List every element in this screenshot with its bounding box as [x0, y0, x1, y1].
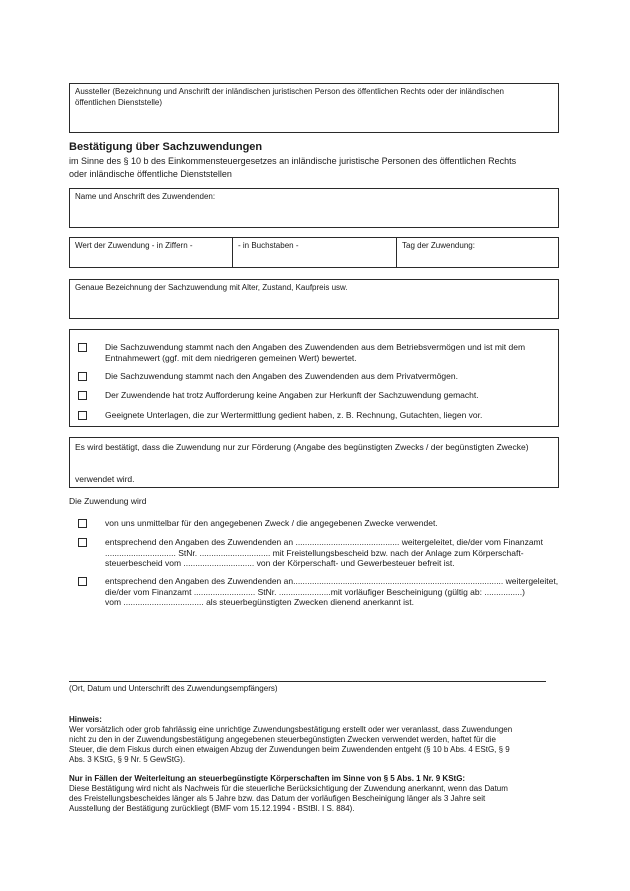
donation-date-field[interactable]: [397, 237, 559, 268]
origin-option-2: [78, 371, 562, 382]
purpose-label: Es wird bestätigt, dass die Zuwendung nur zur Förderung (Angabe des begünstigten Zwecks / der begünstigten Zwecke): [75, 442, 529, 452]
donor-name-label: Name und Anschrift des Zuwendenden:: [75, 192, 216, 201]
form-title: Bestätigung über Sachzuwendungen: [69, 141, 263, 153]
value-row: [69, 237, 559, 268]
usage-option-1-label: von uns unmittelbar für den angegebenen Zweck / die angegebenen Zwecke verwendet.: [105, 518, 438, 528]
forwarding-notice-body: Diese Bestätigung wird nicht als Nachweis für die steuerliche Berücksichtigung der Zuwendung anerkannt, wenn das Datum des Freistellungsbescheides länger als 5 Jahre bzw. das Datum der vorläufigen Bescheinigung länger als 3 Jahre seit Ausstellung der Bestätigung zurückliegt (BMF vom 15.12.1994 - BStBl. I S. 884).: [69, 784, 508, 813]
issuer-label: Aussteller (Bezeichnung und Anschrift der inländischen juristischen Person des öffentlichen Rechts oder der inländischen öffentlichen Dienststelle): [75, 87, 504, 107]
usage-option-3-label: entsprechend den Angaben des Zuwendenden an......................................................................................... weitergeleitet, die/der vom Finanzamt .......................... StNr. ......................mit vorläufiger Bescheinigung (gültig ab: ................) vom .................................. als steuerbegünstigten Zwecken dienend anerkannt ist.: [105, 576, 559, 607]
value-words-label: - in Buchstaben -: [238, 241, 299, 250]
usage-option-1-checkbox[interactable]: [78, 519, 87, 528]
origin-option-1: [78, 342, 562, 363]
usage-option-2-label: entsprechend den Angaben des Zuwendenden an ............................................ weitergeleitet, die/der vom Finanzamt .............................. StNr. .............................. mit Freistellungsbescheid bzw. nach der Anlage zum Körperschaft- steuerbescheid vom .............................. von der Körperschaft- und Gewerbesteuer befreit ist.: [105, 537, 543, 568]
origin-option-1-label: Die Sachzuwendung stammt nach den Angaben des Zuwendenden aus dem Betriebsvermögen und ist mit dem Entnahmewert (ggf. mit dem niedrigeren gemeinen Wert) bewertet.: [105, 342, 526, 363]
origin-option-2-checkbox[interactable]: [78, 372, 87, 381]
description-label: Genaue Bezeichnung der Sachzuwendung mit Alter, Zustand, Kaufpreis usw.: [75, 283, 348, 292]
notice-heading: Hinweis:: [69, 715, 102, 724]
description-field[interactable]: [69, 279, 559, 319]
forwarding-notice-heading: Nur in Fällen der Weiterleitung an steuerbegünstigte Körperschaften im Sinne von § 5 Abs. 1 Nr. 9 KStG:: [69, 774, 466, 783]
usage-option-2-checkbox[interactable]: [78, 538, 87, 547]
signature-caption: (Ort, Datum und Unterschrift des Zuwendungsempfängers): [69, 684, 278, 693]
form-subtitle: im Sinne des § 10 b des Einkommensteuergesetzes an inländische juristische Personen des öffentlichen Rechts oder inländische öffentliche Dienststellen: [69, 156, 517, 179]
notice-body: Wer vorsätzlich oder grob fahrlässig eine unrichtige Zuwendungsbestätigung erstellt oder wer veranlasst, dass Zuwendungen nicht zu den in der Zuwendungsbestätigung angegebenen steuerbegünstigten Zwecken verwendet werden, haftet für die Steuer, die dem Fiskus durch einen etwaigen Abzug der Zuwendungen beim Zuwendenden entgeht (§ 10 b Abs. 4 EStG, § 9 Abs. 3 KStG, § 9 Nr. 5 GewStG).: [69, 725, 513, 764]
origin-option-3-checkbox[interactable]: [78, 391, 87, 400]
issuer-field[interactable]: [69, 83, 559, 133]
usage-option-3: [78, 576, 562, 608]
donation-date-label: Tag der Zuwendung:: [402, 241, 475, 250]
value-words-field[interactable]: [233, 237, 397, 268]
origin-option-3: [78, 390, 562, 401]
purpose-label-end: verwendet wird.: [75, 474, 135, 484]
usage-option-2: [78, 537, 562, 569]
origin-option-2-label: Die Sachzuwendung stammt nach den Angaben des Zuwendenden aus dem Privatvermögen.: [105, 371, 458, 381]
signature-line[interactable]: [69, 681, 546, 682]
origin-option-3-label: Der Zuwendende hat trotz Aufforderung keine Angaben zur Herkunft der Sachzuwendung gemacht.: [105, 390, 479, 400]
donor-name-field[interactable]: [69, 188, 559, 228]
purpose-field[interactable]: [69, 437, 559, 488]
usage-option-1: [78, 518, 562, 529]
value-numbers-label: Wert der Zuwendung - in Ziffern -: [75, 241, 193, 250]
origin-option-4: [78, 410, 562, 421]
usage-intro: Die Zuwendung wird: [69, 496, 147, 506]
usage-option-3-checkbox[interactable]: [78, 577, 87, 586]
origin-option-1-checkbox[interactable]: [78, 343, 87, 352]
origin-option-4-checkbox[interactable]: [78, 411, 87, 420]
value-numbers-field[interactable]: [69, 237, 233, 268]
origin-option-4-label: Geeignete Unterlagen, die zur Wertermittlung gedient haben, z. B. Rechnung, Gutachten, liegen vor.: [105, 410, 483, 420]
